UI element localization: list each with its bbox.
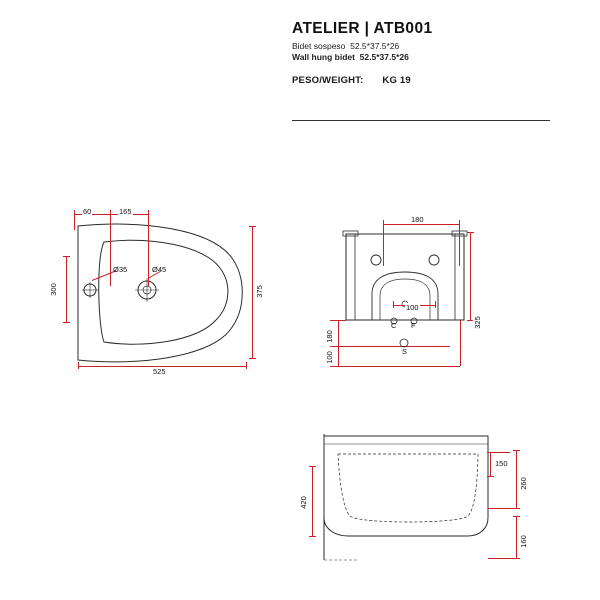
ref-line [460, 320, 461, 366]
dim-325-text: 325 [472, 316, 482, 329]
dim-420-line [312, 466, 313, 536]
dim-100-left-text: 100 [324, 351, 334, 364]
ext-line [74, 214, 75, 230]
dim-60-text: 60 [83, 207, 92, 216]
label-hole-35: Ø35 [113, 265, 128, 274]
front-view-outline [340, 228, 470, 328]
dim-100-inner-text: 100 [406, 303, 419, 312]
dim-tick [393, 301, 394, 308]
dim-180-top-line [383, 224, 459, 225]
dim-150-line [490, 452, 491, 476]
dim-tick [249, 226, 256, 227]
weight-value: KG 19 [382, 75, 411, 86]
dim-tick [467, 232, 474, 233]
product-description-en: Wall hung bidet 52.5*37.5*26 [292, 52, 409, 62]
dim-tick [246, 362, 247, 369]
dim-325-line [470, 232, 471, 320]
dim-tick [435, 301, 436, 308]
dim-260-text: 260 [518, 477, 528, 490]
ext-line [488, 558, 518, 559]
dim-180-top-text: 180 [411, 215, 424, 224]
dim-tick [309, 466, 316, 467]
dim-375-text: 375 [254, 285, 264, 298]
label-hole-45: Ø45 [152, 265, 167, 274]
ref-line [330, 320, 346, 321]
label-point-f: F [411, 321, 416, 330]
ref-line [330, 366, 460, 367]
label-point-s: S [402, 347, 408, 356]
ext-line [488, 452, 510, 453]
dim-165-text: 165 [119, 207, 132, 216]
ext-line [488, 508, 518, 509]
dim-tick [513, 450, 520, 451]
dim-tick [78, 362, 79, 369]
ext-line [110, 214, 111, 286]
dim-260-line [516, 450, 517, 508]
dim-160-line [516, 516, 517, 558]
dim-160-text: 160 [518, 535, 528, 548]
dim-tick [309, 536, 316, 537]
header-divider [292, 120, 550, 121]
product-description-it: Bidet sospeso 52.5*37.5*26 [292, 41, 400, 51]
weight-row [292, 75, 592, 86]
dim-tick [513, 516, 520, 517]
dim-180-left-text: 180 [324, 330, 334, 343]
dim-420-text: 420 [298, 496, 308, 509]
dim-150-text: 150 [495, 459, 508, 468]
dim-300-line [66, 256, 67, 322]
header-block [292, 20, 592, 86]
ext-line [459, 224, 460, 266]
dim-tick [487, 476, 494, 477]
label-point-c: C [391, 321, 397, 330]
product-title: ATELIER | ATB001 [292, 20, 433, 37]
dim-tick [249, 358, 256, 359]
dim-100-left-line [338, 346, 339, 366]
weight-label: PESO/WEIGHT: [292, 75, 364, 86]
dim-375-line [252, 226, 253, 358]
side-view-outline [318, 432, 498, 562]
ext-line [148, 214, 149, 286]
dim-300-text: 300 [48, 283, 58, 296]
dim-tick [63, 256, 70, 257]
dim-180-left-line [338, 320, 339, 346]
top-view-outline [70, 218, 250, 368]
dim-525-text: 525 [153, 367, 166, 376]
dim-tick [63, 322, 70, 323]
ext-line [383, 224, 384, 266]
